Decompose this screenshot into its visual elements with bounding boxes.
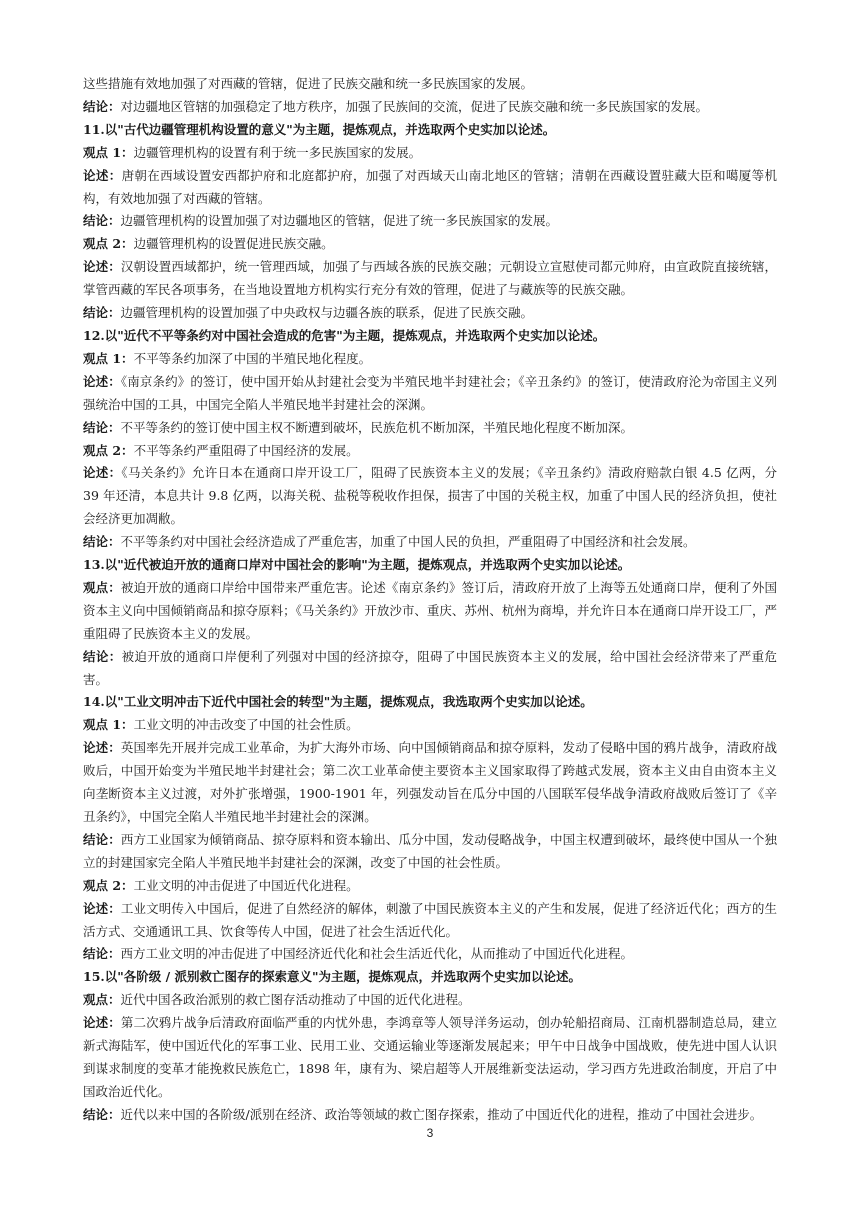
page-number: 3 <box>426 1126 434 1140</box>
paragraph-label: 观点： <box>83 992 121 1008</box>
section-heading <box>83 691 777 714</box>
paragraph <box>83 646 777 692</box>
paragraph-label: 观点 1： <box>83 350 134 366</box>
paragraph-text: 11.以"古代边疆管理机构设置的意义"为主题，提炼观点，并选取两个史实加以论述。 <box>83 121 556 137</box>
paragraph-text: 工业文明的冲击改变了中国的社会性质。 <box>133 717 359 733</box>
paragraph-label: 观点 2： <box>83 442 134 458</box>
paragraph <box>83 142 777 165</box>
paragraph-label: 论述： <box>83 465 122 481</box>
paragraph-label: 观点： <box>83 579 121 595</box>
paragraph-label: 结论： <box>83 946 121 962</box>
paragraph-text: 不平等条约严重阻碍了中国经济的发展。 <box>133 442 359 458</box>
paragraph-text: 15.以"各阶级 / 派别救亡图存的探索意义"为主题，提炼观点，并选取两个史实加以论述。 <box>83 969 582 985</box>
paragraph-text: 《马关条约》允许日本在通商口岸开设工厂，阻碍了民族资本主义的发展；《辛丑条约》清政府赔款白银 4.5 亿两，分 39 年还清，本息共计 9.8 亿两，以海关税、盐税等税收作担保，损害了中国的关税主权，加重了中国人民的经济负担，使社会经济更加凋敝。 <box>83 465 777 527</box>
paragraph-text: 边疆管理机构的设置有利于统一多民族国家的发展。 <box>133 144 422 160</box>
paragraph <box>83 737 777 829</box>
paragraph <box>83 256 777 302</box>
paragraph <box>83 943 777 966</box>
paragraph <box>83 417 777 440</box>
section-heading <box>83 966 777 989</box>
paragraph-text: 不平等条约对中国社会经济造成了严重危害，加重了中国人民的负担，严重阻碍了中国经济和社会发展。 <box>120 534 696 550</box>
paragraph <box>83 531 777 554</box>
paragraph-text: 近代以来中国的各阶级/派别在经济、政治等领域的救亡图存探索，推动了中国近代化的进程，推动了中国社会进步。 <box>120 1106 763 1122</box>
paragraph-label: 结论： <box>83 648 122 664</box>
section-heading <box>83 325 777 348</box>
paragraph-label: 结论： <box>83 1106 121 1122</box>
paragraph <box>83 829 777 875</box>
paragraph-text: 工业文明的冲击促进了中国近代化进程。 <box>133 877 359 893</box>
paragraph-text: 边疆管理机构的设置加强了对边疆地区的管辖，促进了统一多民族国家的发展。 <box>120 213 559 229</box>
paragraph-text: 被迫开放的通商口岸给中国带来严重危害。论述《南京条约》签订后，清政府开放了上海等五处通商口岸，便利了外国资本主义向中国倾销商品和掠夺原料；《马关条约》开放沙市、重庆、苏州、杭州为商埠，并允许日本在通商口岸开设工厂，严重阻碍了民族资本主义的发展。 <box>83 579 777 641</box>
paragraph-text: 不平等条约加深了中国的半殖民地化程度。 <box>133 350 372 366</box>
page-content <box>83 73 777 1127</box>
paragraph-text: 近代中国各政治派别的救亡图存活动推动了中国的近代化进程。 <box>120 992 471 1008</box>
paragraph-text: 边疆管理机构的设置加强了中央政权与边疆各族的联系，促进了民族交融。 <box>120 305 534 321</box>
paragraph-label: 结论： <box>83 419 121 435</box>
paragraph <box>83 714 777 737</box>
paragraph-text: 唐朝在西域设置安西都护府和北庭都护府，加强了对西域天山南北地区的管辖；清朝在西藏设置驻藏大臣和噶厦等机构，有效地加强了对西藏的管辖。 <box>83 167 777 206</box>
paragraph <box>83 440 777 463</box>
paragraph-text: 工业文明传入中国后，促进了自然经济的解体，刺激了中国民族资本主义的产生和发展，促进了经济近代化；西方的生活方式、交通通讯工具、饮食等传人中国，促进了社会生活近代化。 <box>83 900 777 939</box>
paragraph-label: 论述： <box>83 900 121 916</box>
paragraph-label: 论述： <box>83 740 121 756</box>
paragraph <box>83 1012 777 1104</box>
paragraph-text: 西方工业文明的冲击促进了中国经济近代化和社会生活近代化，从而推动了中国近代化进程。 <box>120 946 634 962</box>
paragraph-label: 观点 2： <box>83 877 134 893</box>
paragraph-text: 第二次鸦片战争后清政府面临严重的内忧外患，李鸿章等人领导洋务运动，创办轮船招商局、江南机器制造总局，建立新式海陆军，使中国近代化的军事工业、民用工业、交通运输业等逐渐发展起来；甲午中日战争中国战败，使先进中国人认识到谋求制度的变革才能挽救民族危亡，1898 年，康有为、梁启超等人开展维新变法运动，学习西方先进政治制度，开启了中国政治近代化。 <box>83 1015 777 1099</box>
paragraph <box>83 1104 777 1127</box>
paragraph <box>83 875 777 898</box>
paragraph <box>83 233 777 256</box>
paragraph-text: 对边疆地区管辖的加强稳定了地方秩序，加强了民族间的交流，促进了民族交融和统一多民族国家的发展。 <box>120 98 709 114</box>
paragraph-label: 论述： <box>83 167 122 183</box>
paragraph <box>83 96 777 119</box>
paragraph <box>83 348 777 371</box>
paragraph-label: 观点 1： <box>83 144 134 160</box>
paragraph-label: 论述： <box>83 1015 121 1031</box>
paragraph-text: 12.以"近代不平等条约对中国社会造成的危害"为主题，提炼观点，并选取两个史实加以论述。 <box>83 327 606 343</box>
paragraph-label: 观点 1： <box>83 717 134 733</box>
paragraph-label: 结论： <box>83 98 121 114</box>
paragraph-text: 13.以"近代被迫开放的通商口岸对中国社会的影响"为主题，提炼观点，并选取两个史实加以论述。 <box>83 557 631 573</box>
paragraph-label: 结论： <box>83 305 121 321</box>
paragraph <box>83 898 777 944</box>
paragraph-text: 这些措施有效地加强了对西藏的管辖，促进了民族交融和统一多民族国家的发展。 <box>83 76 534 91</box>
paragraph-text: 边疆管理机构的设置促进民族交融。 <box>133 236 334 252</box>
paragraph-text: 英国率先开展并完成工业革命，为扩大海外市场、向中国倾销商品和掠夺原料，发动了侵略中国的鸦片战争，清政府战败后，中国开始变为半殖民地半封建社会；第二次工业革命使主要资本主义国家取得了跨越式发展，资本主义由自由资本主义向垄断资本主义过渡，对外扩张增强，1900-1901 年，列强发动旨在瓜分中国的八国联军侵华战争清政府战败后签订了《辛丑条约》，中国完全陷人半殖民地半封建社会的深渊。 <box>83 740 777 824</box>
paragraph <box>83 165 777 211</box>
paragraph <box>83 462 777 531</box>
section-heading <box>83 119 777 142</box>
paragraph <box>83 989 777 1012</box>
paragraph-label: 论述： <box>83 259 121 275</box>
paragraph-label: 论述： <box>83 373 121 389</box>
paragraph-text: 不平等条约的签订使中国主权不断遭到破坏，民族危机不断加深，半殖民地化程度不断加深。 <box>120 419 634 435</box>
paragraph <box>83 210 777 233</box>
paragraph-label: 结论： <box>83 534 121 550</box>
paragraph-text: 《南京条约》的签订，使中国开始从封建社会变为半殖民地半封建社会；《辛丑条约》的签订，使清政府沦为帝国主义列强统治中国的工具，中国完全陷人半殖民地半封建社会的深渊。 <box>83 373 777 412</box>
paragraph-label: 观点 2： <box>83 236 134 252</box>
paragraph <box>83 73 777 96</box>
paragraph-text: 西方工业国家为倾销商品、掠夺原料和资本输出、瓜分中国，发动侵略战争，中国主权遭到破坏，最终使中国从一个独立的封建国家完全陷人半殖民地半封建社会的深渊，改变了中国的社会性质。 <box>83 831 777 870</box>
paragraph <box>83 577 777 646</box>
section-heading <box>83 554 777 577</box>
paragraph <box>83 371 777 417</box>
paragraph-label: 结论： <box>83 213 121 229</box>
paragraph <box>83 302 777 325</box>
paragraph-text: 汉朝设置西域都护，统一管理西域，加强了与西域各族的民族交融；元朝设立宣慰使司都元帅府，由宣政院直接统辖，掌管西藏的军民各项事务，在当地设置地方机构实行充分有效的管理，促进了与藏族等的民族交融。 <box>83 259 777 298</box>
paragraph-label: 结论： <box>83 831 121 847</box>
paragraph-text: 被迫开放的通商口岸便利了列强对中国的经济掠夺，阻碍了中国民族资本主义的发展，给中国社会经济带来了严重危害。 <box>83 648 777 687</box>
paragraph-text: 14.以"工业文明冲击下近代中国社会的转型"为主题，提炼观点，我选取两个史实加以论述。 <box>83 694 593 710</box>
